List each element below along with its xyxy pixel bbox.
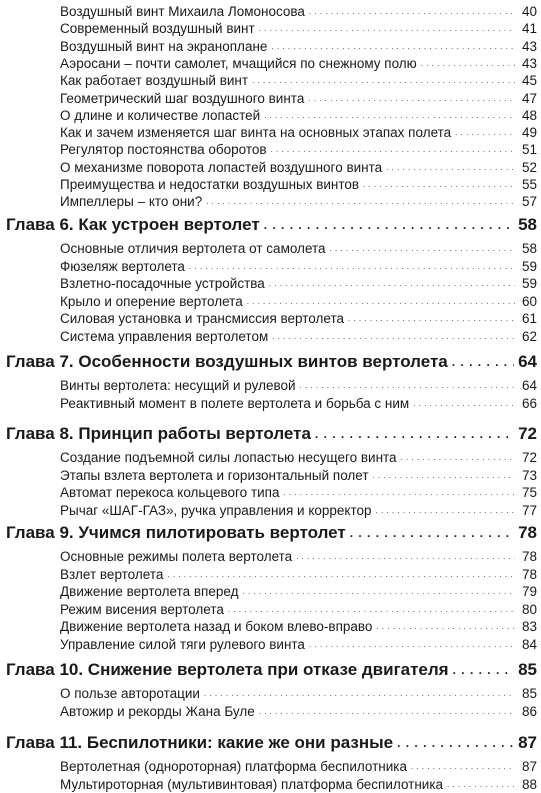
page-number: 48 (521, 107, 537, 123)
page-number: 87 (518, 733, 537, 752)
dot-leader (206, 196, 515, 210)
page-number: 88 (521, 776, 537, 792)
entry-title: Создание подъемной силы лопастью несущего винта (60, 450, 397, 465)
page-number: 51 (521, 142, 537, 158)
toc-entry[interactable] (60, 392, 537, 412)
page-number: 58 (518, 215, 537, 234)
dot-leader (350, 526, 514, 544)
page-number: 73 (521, 467, 537, 483)
entry-title: Крыло и оперение вертолета (60, 293, 243, 309)
page-number: 78 (521, 566, 537, 582)
entry-title: Воздушный винт на экраноплане (60, 38, 268, 54)
entry-title: Автожир и рекорды Жана Буле (60, 703, 255, 719)
page-number: 72 (521, 450, 537, 465)
entry-title: Взлетно-посадочные устройства (60, 276, 265, 292)
page-number: 66 (521, 395, 537, 411)
entry-title: О длине и количестве лопастей (60, 107, 261, 123)
chapter-heading[interactable] (6, 520, 537, 544)
entry-title: Движение вертолета назад и боком влево-вправо (60, 619, 373, 635)
entry-title: Реактивный момент в полете вертолета и борьба с ним (60, 395, 410, 411)
entry-title: Преимущества и недостатки воздушных винтов (60, 177, 360, 192)
page-number: 80 (521, 601, 537, 617)
entry-title: Геометрический шаг воздушного винта (60, 90, 305, 106)
chapter-title: Глава 11. Беспилотники: какие же они разные (6, 733, 394, 752)
dot-leader (397, 736, 514, 754)
dot-leader (447, 779, 515, 793)
toc-entry[interactable] (60, 773, 537, 793)
entry-title: Как работает воздушный винт (60, 73, 249, 89)
page-number: 85 (518, 660, 537, 679)
dot-leader (413, 398, 515, 412)
page-number: 41 (521, 21, 537, 37)
dot-leader (453, 663, 514, 681)
entry-title: Регулятор постоянства оборотов (60, 142, 267, 158)
entry-title: Винты вертолета: несущий и рулевой (60, 378, 296, 393)
page-number: 83 (521, 619, 537, 635)
page-number: 87 (521, 759, 537, 774)
chapter-heading[interactable] (6, 349, 537, 373)
entry-title: Автомат перекоса кольцевого типа (60, 485, 280, 501)
chapter-title: Глава 9. Учимся пилотировать вертолет (6, 523, 346, 542)
page-number: 85 (521, 686, 537, 701)
dot-leader (315, 427, 514, 445)
chapter-title: Глава 8. Принцип работы вертолета (6, 424, 311, 443)
page-number: 43 (521, 38, 537, 54)
page-number: 61 (521, 311, 537, 327)
page-number: 58 (521, 241, 537, 256)
dot-leader (272, 331, 515, 345)
entry-title: Воздушный винт Михаила Ломоносова (60, 4, 305, 19)
page-number: 72 (518, 424, 537, 443)
toc-entry[interactable] (60, 499, 537, 519)
page-number: 64 (518, 352, 537, 371)
entry-title: О пользе авторотации (60, 686, 200, 701)
entry-title: Взлет вертолета (60, 566, 164, 582)
chapter-title: Глава 7. Особенности воздушных винтов вертолета (6, 352, 448, 371)
dot-leader (452, 355, 514, 373)
dot-leader (376, 505, 515, 519)
entry-title: О механизме поворота лопастей воздушного винта (60, 159, 383, 175)
toc-entry[interactable] (60, 190, 537, 210)
chapter-heading[interactable] (6, 212, 537, 236)
toc-entry[interactable] (60, 325, 537, 345)
entry-title: Основные режимы полета вертолета (60, 549, 293, 564)
page-number: 47 (521, 90, 537, 106)
chapter-heading[interactable] (6, 730, 537, 754)
entry-title: Движение вертолета вперед (60, 584, 239, 600)
page-number: 86 (521, 703, 537, 719)
entry-title: Система управления вертолетом (60, 329, 269, 344)
chapter-title: Глава 10. Снижение вертолета при отказе двигателя (6, 660, 449, 679)
toc-entry[interactable] (60, 633, 537, 653)
page-number: 49 (521, 125, 537, 141)
page-number: 77 (521, 502, 537, 518)
entry-title: Фюзеляж вертолета (60, 258, 185, 274)
toc-entry[interactable] (60, 700, 537, 720)
entry-title: Импеллеры – кто они? (60, 194, 203, 210)
entry-title: Аэросани – почти самолет, мчащийся по снежному полю (60, 55, 417, 71)
entry-title: Рычаг «ШАГ-ГАЗ», ручка управления и корректор (60, 502, 372, 518)
page-number: 78 (518, 523, 537, 542)
chapter-title: Глава 6. Как устроен вертолет (6, 215, 260, 234)
chapter-heading[interactable] (6, 421, 537, 445)
page-number: 40 (521, 4, 537, 19)
page-number: 79 (521, 584, 537, 600)
page-number: 55 (521, 177, 537, 192)
page-number: 78 (521, 549, 537, 564)
chapter-heading[interactable] (6, 657, 537, 681)
page-number: 57 (521, 194, 537, 210)
entry-title: Этапы взлета вертолета и горизонтальный полет (60, 467, 369, 483)
page-number: 59 (521, 276, 537, 292)
page-number: 62 (521, 329, 537, 344)
entry-title: Силовая установка и трансмиссия вертолета (60, 311, 344, 327)
entry-title: Основные отличия вертолета от самолета (60, 241, 326, 256)
page-number: 75 (521, 485, 537, 501)
entry-title: Управление силой тяги рулевого винта (60, 637, 305, 652)
page-number: 59 (521, 258, 537, 274)
page-number: 43 (521, 55, 537, 71)
dot-leader (259, 706, 515, 720)
page-number: 84 (521, 637, 537, 652)
page-number: 45 (521, 73, 537, 89)
page-number: 52 (521, 159, 537, 175)
entry-title: Режим висения вертолета (60, 601, 224, 617)
dot-leader (309, 639, 515, 653)
page-number: 64 (521, 378, 537, 393)
page-number: 60 (521, 293, 537, 309)
entry-title: Как и зачем изменяется шаг винта на основных этапах полета (60, 125, 452, 141)
entry-title: Вертолетная (однороторная) платформа беспилотника (60, 759, 408, 774)
dot-leader (264, 218, 514, 236)
entry-title: Мультироторная (мультивинтовая) платформа беспилотника (60, 776, 444, 792)
entry-title: Современный воздушный винт (60, 21, 255, 37)
